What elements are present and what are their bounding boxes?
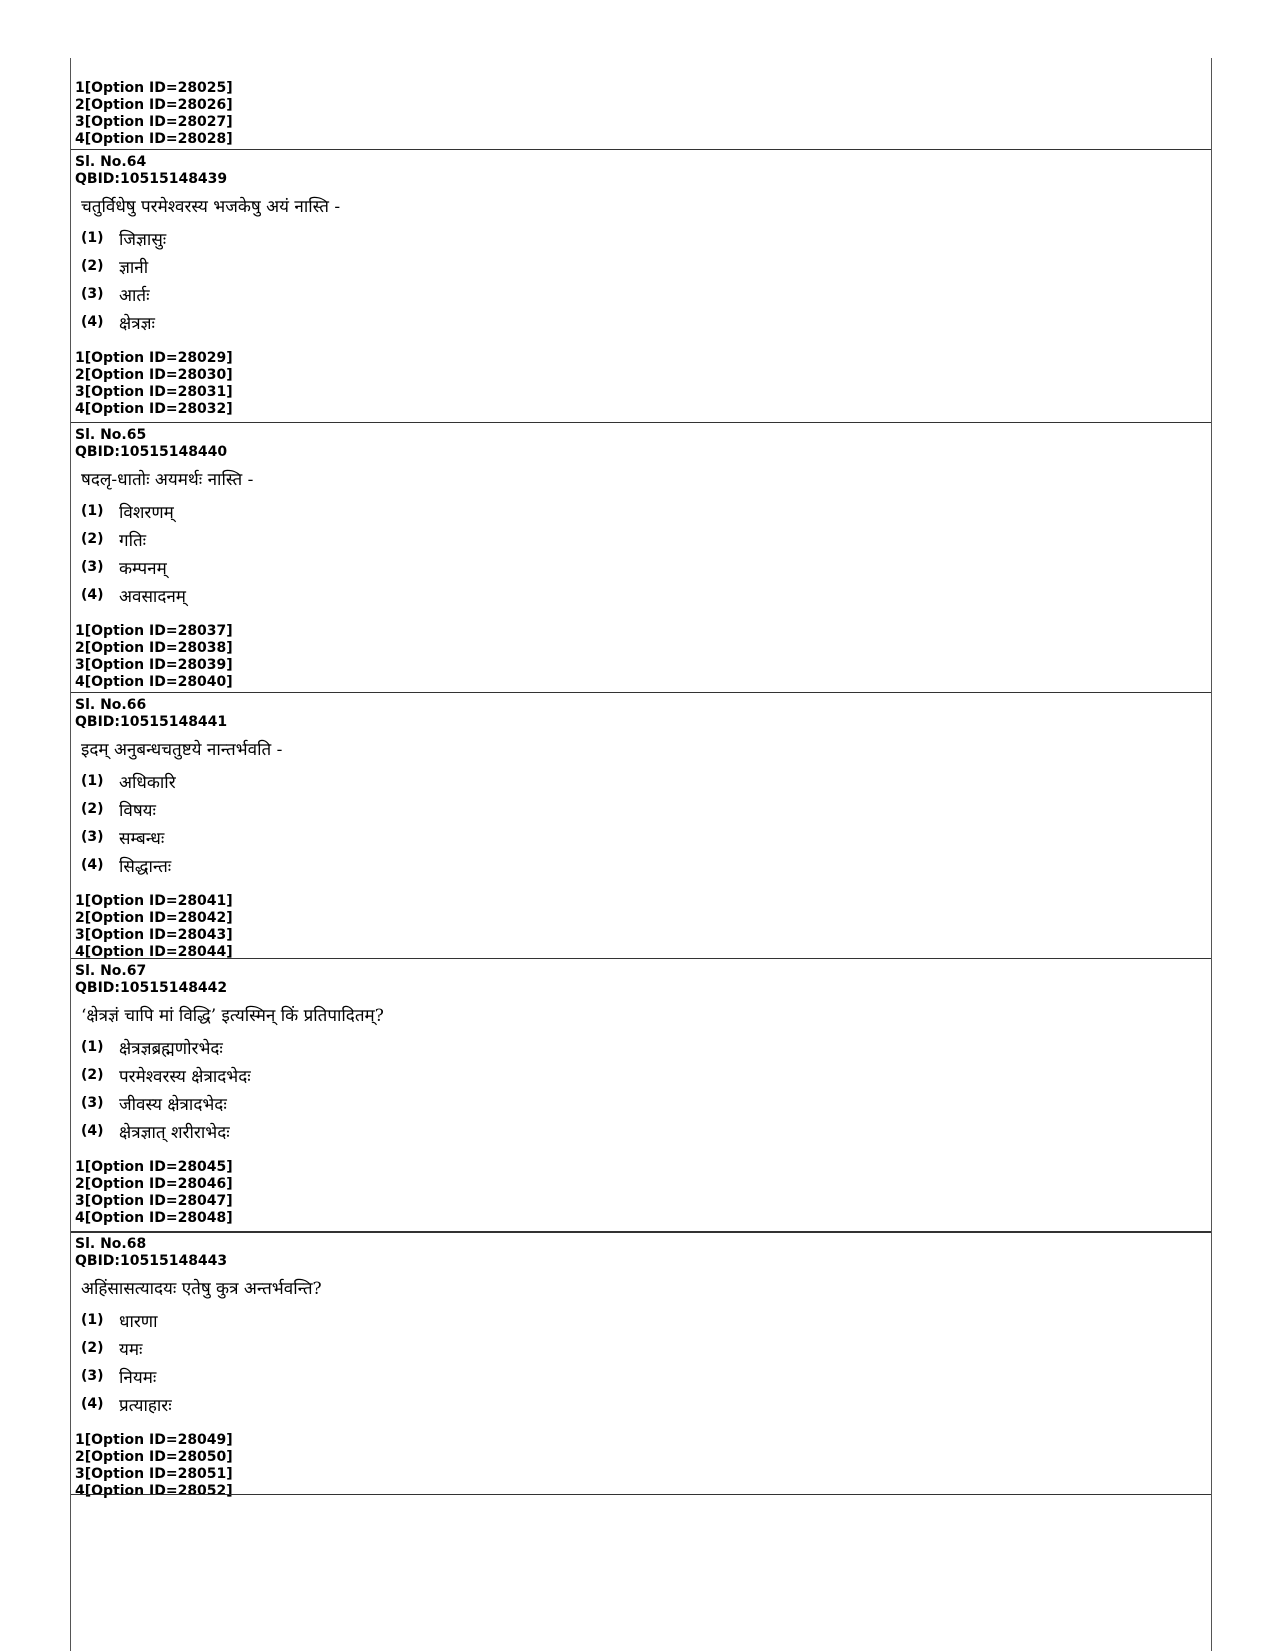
option-id-line: 4[Option ID=28032] xyxy=(75,401,233,417)
question-separator xyxy=(71,1231,1211,1233)
option-item xyxy=(81,308,1211,336)
option-number: (4) xyxy=(81,314,104,330)
option-text: धारणा xyxy=(119,1311,158,1332)
serial-number: Sl. No.67 xyxy=(75,963,147,979)
option-item xyxy=(81,851,1211,879)
option-ids xyxy=(75,893,1211,961)
option-item xyxy=(81,823,1211,851)
question-text: षदलृ-धातोः अयमर्थः नास्ति - xyxy=(81,470,254,490)
option-number: (4) xyxy=(81,587,104,603)
option-text: परमेश्वरस्य क्षेत्रादभेदः xyxy=(119,1066,251,1087)
option-id-line: 1[Option ID=28037] xyxy=(75,623,233,639)
option-id-line: 2[Option ID=28046] xyxy=(75,1176,233,1192)
option-id-line: 1[Option ID=28049] xyxy=(75,1432,233,1448)
option-item xyxy=(81,1306,1211,1334)
options-list xyxy=(75,497,1211,609)
serial-number: Sl. No.65 xyxy=(75,427,147,443)
options-list xyxy=(75,767,1211,879)
option-item xyxy=(81,553,1211,581)
option-ids xyxy=(75,623,1211,691)
option-ids xyxy=(75,350,1211,418)
options-list xyxy=(75,224,1211,336)
option-text: जीवस्य क्षेत्रादभेदः xyxy=(119,1094,227,1115)
option-text: अवसादनम् xyxy=(119,586,186,607)
serial-number: Sl. No.68 xyxy=(75,1236,147,1252)
option-item xyxy=(81,525,1211,553)
option-text: ज्ञानी xyxy=(119,257,149,278)
option-text: कम्पनम् xyxy=(119,558,167,579)
qbid: QBID:10515148443 xyxy=(75,1253,228,1269)
option-number: (1) xyxy=(81,1312,104,1328)
option-text: क्षेत्रज्ञः xyxy=(119,313,155,334)
option-item xyxy=(81,767,1211,795)
serial-number: Sl. No.66 xyxy=(75,697,147,713)
question-separator xyxy=(71,1494,1211,1495)
option-number: (3) xyxy=(81,1368,104,1384)
option-item xyxy=(81,497,1211,525)
question-block-66 xyxy=(71,697,1211,961)
option-id-line: 1[Option ID=28041] xyxy=(75,893,233,909)
previous-question-option-ids xyxy=(71,80,1211,148)
option-item xyxy=(81,224,1211,252)
option-number: (2) xyxy=(81,258,104,274)
question-separator xyxy=(71,422,1211,423)
qbid: QBID:10515148442 xyxy=(75,980,228,996)
option-id-line: 2[Option ID=28026] xyxy=(75,97,233,113)
option-id-line: 1[Option ID=28025] xyxy=(75,80,233,96)
option-number: (2) xyxy=(81,1067,104,1083)
option-text: यमः xyxy=(119,1339,143,1360)
option-item xyxy=(81,252,1211,280)
option-number: (1) xyxy=(81,1039,104,1055)
option-item xyxy=(81,1117,1211,1145)
option-number: (3) xyxy=(81,286,104,302)
option-item xyxy=(81,1089,1211,1117)
option-id-line: 2[Option ID=28038] xyxy=(75,640,233,656)
option-number: (2) xyxy=(81,531,104,547)
option-id-line: 1[Option ID=28045] xyxy=(75,1159,233,1175)
option-text: विषयः xyxy=(119,800,156,821)
option-text: आर्तः xyxy=(119,285,150,306)
option-text: जिज्ञासुः xyxy=(119,229,167,250)
option-id-line: 3[Option ID=28047] xyxy=(75,1193,233,1209)
option-id-line: 1[Option ID=28029] xyxy=(75,350,233,366)
option-number: (2) xyxy=(81,801,104,817)
options-list xyxy=(75,1033,1211,1145)
option-id-line: 4[Option ID=28052] xyxy=(75,1483,233,1499)
option-id-line: 3[Option ID=28039] xyxy=(75,657,233,673)
option-text: सम्बन्धः xyxy=(119,828,165,849)
option-item xyxy=(81,1390,1211,1418)
option-id-line: 4[Option ID=28028] xyxy=(75,131,233,147)
option-text: सिद्धान्तः xyxy=(119,856,172,877)
option-id-line: 3[Option ID=28031] xyxy=(75,384,233,400)
option-item xyxy=(81,280,1211,308)
option-id-line: 4[Option ID=28044] xyxy=(75,944,233,960)
options-list xyxy=(75,1306,1211,1418)
option-id-line: 4[Option ID=28040] xyxy=(75,674,233,690)
option-number: (1) xyxy=(81,503,104,519)
option-number: (4) xyxy=(81,857,104,873)
option-ids xyxy=(75,1432,1211,1500)
question-text: चतुर्विधेषु परमेश्वरस्य भजकेषु अयं नास्ति - xyxy=(81,197,341,217)
option-text: अधिकारि xyxy=(119,772,176,793)
option-id-line: 2[Option ID=28042] xyxy=(75,910,233,926)
option-text: नियमः xyxy=(119,1367,157,1388)
option-item xyxy=(81,1362,1211,1390)
question-block-64 xyxy=(71,154,1211,418)
question-text: ‘क्षेत्रज्ञं चापि मां विद्धि’ इत्यस्मिन् किं प्रतिपादितम्? xyxy=(81,1006,384,1026)
question-block-68 xyxy=(71,1236,1211,1500)
qbid: QBID:10515148439 xyxy=(75,171,228,187)
question-text: अहिंसासत्यादयः एतेषु कुत्र अन्तर्भवन्ति? xyxy=(81,1279,322,1299)
question-separator xyxy=(71,149,1211,150)
question-paper-frame xyxy=(70,58,1212,1651)
option-number: (3) xyxy=(81,829,104,845)
option-number: (4) xyxy=(81,1123,104,1139)
option-number: (2) xyxy=(81,1340,104,1356)
option-number: (1) xyxy=(81,773,104,789)
question-block-67 xyxy=(71,963,1211,1227)
option-item xyxy=(81,1334,1211,1362)
option-id-line: 3[Option ID=28027] xyxy=(75,114,233,130)
option-text: प्रत्याहारः xyxy=(119,1395,172,1416)
option-number: (3) xyxy=(81,1095,104,1111)
option-id-line: 3[Option ID=28051] xyxy=(75,1466,233,1482)
option-id-line: 2[Option ID=28050] xyxy=(75,1449,233,1465)
option-number: (3) xyxy=(81,559,104,575)
option-text: क्षेत्रज्ञात् शरीराभेदः xyxy=(119,1122,230,1143)
question-text: इदम् अनुबन्धचतुष्टये नान्तर्भवति - xyxy=(81,740,283,760)
option-id-line: 3[Option ID=28043] xyxy=(75,927,233,943)
question-block-65 xyxy=(71,427,1211,691)
option-item xyxy=(81,581,1211,609)
question-separator xyxy=(71,692,1211,693)
question-separator xyxy=(71,958,1211,959)
option-text: क्षेत्रज्ञब्रह्मणोरभेदः xyxy=(119,1038,223,1059)
option-number: (4) xyxy=(81,1396,104,1412)
qbid: QBID:10515148441 xyxy=(75,714,228,730)
option-id-line: 2[Option ID=28030] xyxy=(75,367,233,383)
option-item xyxy=(81,1033,1211,1061)
option-item xyxy=(81,795,1211,823)
option-text: गतिः xyxy=(119,530,147,551)
option-ids xyxy=(75,1159,1211,1227)
option-item xyxy=(81,1061,1211,1089)
serial-number: Sl. No.64 xyxy=(75,154,147,170)
option-id-line: 4[Option ID=28048] xyxy=(75,1210,233,1226)
option-number: (1) xyxy=(81,230,104,246)
qbid: QBID:10515148440 xyxy=(75,444,228,460)
option-text: विशरणम् xyxy=(119,502,174,523)
